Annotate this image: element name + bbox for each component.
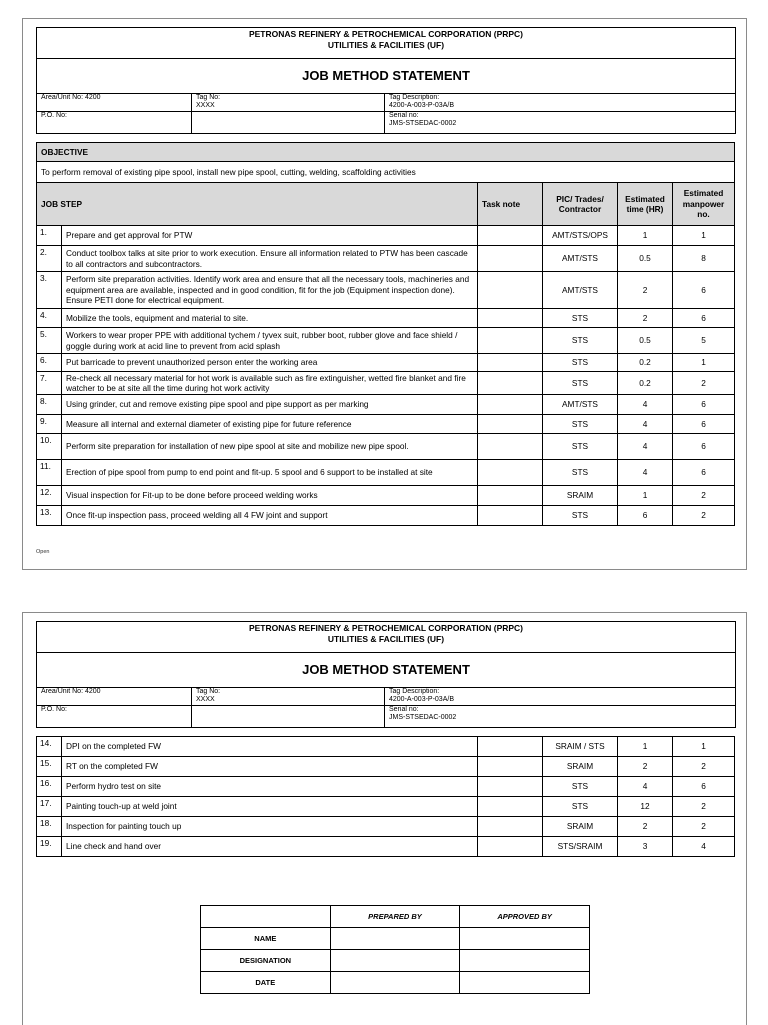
document-title: JOB METHOD STATEMENT <box>37 59 735 94</box>
step-pic: AMT/STS <box>543 395 618 415</box>
step-number: 5. <box>37 328 62 354</box>
step-number: 2. <box>37 246 62 272</box>
tag-no: Tag No: XXXX <box>192 688 385 706</box>
step-manpower: 6 <box>673 272 735 309</box>
area-unit: Area/Unit No: 4200 <box>37 688 192 706</box>
po-number: P.O. No: <box>37 706 192 727</box>
tag-description: Tag Description: 4200-A-003-P-03A/B <box>385 688 735 706</box>
document-header <box>36 27 736 134</box>
step-number: 7. <box>37 372 62 395</box>
step-pic: STS <box>543 797 618 817</box>
step-manpower: 2 <box>673 797 735 817</box>
step-task-note <box>478 395 543 415</box>
step-pic: SRAIM <box>543 817 618 837</box>
step-number: 11. <box>37 460 62 486</box>
step-number: 15. <box>37 757 62 777</box>
step-pic: STS <box>543 328 618 354</box>
step-number: 4. <box>37 309 62 328</box>
step-task-note <box>478 460 543 486</box>
step-task-note <box>478 354 543 372</box>
step-number: 10. <box>37 434 62 460</box>
step-time: 0.5 <box>618 328 673 354</box>
step-time: 0.2 <box>618 372 673 395</box>
step-manpower: 2 <box>673 817 735 837</box>
step-pic: AMT/STS/OPS <box>543 226 618 246</box>
prepared-by-header: PREPARED BY <box>330 906 460 928</box>
signoff-row-name <box>201 928 590 950</box>
step-pic: AMT/STS <box>543 246 618 272</box>
job-step-row <box>37 737 735 757</box>
step-manpower: 1 <box>673 737 735 757</box>
step-time: 4 <box>618 777 673 797</box>
step-time: 6 <box>618 506 673 526</box>
step-time: 2 <box>618 757 673 777</box>
step-manpower: 6 <box>673 415 735 434</box>
step-time: 0.2 <box>618 354 673 372</box>
step-task-note <box>478 737 543 757</box>
step-manpower: 5 <box>673 328 735 354</box>
tag-description: Tag Description: 4200-A-003-P-03A/B <box>385 94 735 112</box>
area-unit: Area/Unit No: 4200 <box>37 94 192 112</box>
job-step-row <box>37 272 735 309</box>
step-time: 1 <box>618 226 673 246</box>
step-pic: STS <box>543 434 618 460</box>
job-step-row <box>37 506 735 526</box>
step-number: 9. <box>37 415 62 434</box>
step-manpower: 6 <box>673 395 735 415</box>
step-time: 2 <box>618 817 673 837</box>
po-number: P.O. No: <box>37 112 192 133</box>
job-step-row <box>37 757 735 777</box>
job-step-row <box>37 777 735 797</box>
step-task-note <box>478 272 543 309</box>
header-info-grid <box>37 94 735 133</box>
job-step-row <box>37 309 735 328</box>
step-task-note <box>478 777 543 797</box>
footer-classification: Open <box>36 549 50 555</box>
step-task-note <box>478 837 543 857</box>
step-number: 19. <box>37 837 62 857</box>
step-manpower: 2 <box>673 486 735 506</box>
step-manpower: 8 <box>673 246 735 272</box>
column-header-row <box>37 183 735 226</box>
step-description: Prepare and get approval for PTW <box>62 226 478 246</box>
step-task-note <box>478 226 543 246</box>
job-step-row <box>37 797 735 817</box>
step-description: Inspection for painting touch up <box>62 817 478 837</box>
step-description: DPI on the completed FW <box>62 737 478 757</box>
step-manpower: 6 <box>673 309 735 328</box>
step-time: 4 <box>618 460 673 486</box>
step-time: 12 <box>618 797 673 817</box>
job-steps-table <box>36 142 735 526</box>
job-step-row <box>37 354 735 372</box>
step-task-note <box>478 797 543 817</box>
step-description: Using grinder, cut and remove existing pipe spool and pipe support as per marking <box>62 395 478 415</box>
department-name: UTILITIES & FACILITIES (UF) <box>327 633 445 644</box>
job-step-row <box>37 837 735 857</box>
step-task-note <box>478 328 543 354</box>
signoff-row-date <box>201 972 590 994</box>
signoff-table <box>200 905 590 994</box>
step-time: 4 <box>618 415 673 434</box>
objective-text: To perform removal of existing pipe spool, install new pipe spool, cutting, welding, scaffolding activities <box>37 162 735 183</box>
step-number: 8. <box>37 395 62 415</box>
col-time: Estimated time (HR) <box>618 183 673 226</box>
approved-by-designation[interactable] <box>460 950 590 972</box>
step-pic: STS <box>543 777 618 797</box>
step-manpower: 2 <box>673 372 735 395</box>
step-task-note <box>478 246 543 272</box>
document-title: JOB METHOD STATEMENT <box>37 653 735 688</box>
step-task-note <box>478 309 543 328</box>
job-step-row <box>37 486 735 506</box>
step-number: 12. <box>37 486 62 506</box>
step-number: 17. <box>37 797 62 817</box>
step-pic: STS/SRAIM <box>543 837 618 857</box>
col-task-note: Task note <box>478 183 543 226</box>
job-steps-table-continued <box>36 736 735 857</box>
serial-number: Serial no: JMS-STSEDAC-0002 <box>389 112 457 127</box>
job-step-row <box>37 415 735 434</box>
job-step-row <box>37 817 735 837</box>
step-task-note <box>478 757 543 777</box>
step-task-note <box>478 486 543 506</box>
approved-by-header: APPROVED BY <box>460 906 590 928</box>
step-time: 1 <box>618 486 673 506</box>
company-name: PETRONAS REFINERY & PETROCHEMICAL CORPORATION (PRPC) <box>248 29 524 39</box>
step-pic: STS <box>543 372 618 395</box>
job-step-row <box>37 460 735 486</box>
department-name: UTILITIES & FACILITIES (UF) <box>327 39 445 50</box>
job-step-row <box>37 434 735 460</box>
objective-label: OBJECTIVE <box>37 143 735 162</box>
signoff-header-row <box>201 906 590 928</box>
step-manpower: 6 <box>673 777 735 797</box>
step-pic: STS <box>543 460 618 486</box>
step-description: Measure all internal and external diameter of existing pipe for future reference <box>62 415 478 434</box>
step-number: 14. <box>37 737 62 757</box>
po-number-value <box>192 706 385 727</box>
prepared-by-date[interactable] <box>330 972 460 994</box>
step-description: RT on the completed FW <box>62 757 478 777</box>
step-number: 18. <box>37 817 62 837</box>
step-time: 0.5 <box>618 246 673 272</box>
step-number: 13. <box>37 506 62 526</box>
step-pic: SRAIM <box>543 486 618 506</box>
step-number: 6. <box>37 354 62 372</box>
step-task-note <box>478 817 543 837</box>
step-manpower: 2 <box>673 506 735 526</box>
col-job-step: JOB STEP <box>37 183 478 226</box>
step-manpower: 4 <box>673 837 735 857</box>
prepared-by-designation[interactable] <box>330 950 460 972</box>
job-step-row <box>37 226 735 246</box>
step-time: 4 <box>618 434 673 460</box>
step-description: Perform hydro test on site <box>62 777 478 797</box>
header-organization <box>37 28 735 59</box>
step-pic: SRAIM <box>543 757 618 777</box>
step-time: 4 <box>618 395 673 415</box>
step-time: 2 <box>618 272 673 309</box>
step-pic: STS <box>543 415 618 434</box>
step-pic: STS <box>543 354 618 372</box>
job-step-row <box>37 395 735 415</box>
step-description: Visual inspection for Fit-up to be done before proceed welding works <box>62 486 478 506</box>
col-pic: PIC/ Trades/ Contractor <box>543 183 618 226</box>
header-info-grid <box>37 688 735 727</box>
step-time: 1 <box>618 737 673 757</box>
step-number: 16. <box>37 777 62 797</box>
prepared-by-name[interactable] <box>330 928 460 950</box>
col-manpower: Estimated manpower no. <box>673 183 735 226</box>
step-task-note <box>478 506 543 526</box>
step-manpower: 6 <box>673 460 735 486</box>
signoff-label-date: DATE <box>201 972 331 994</box>
step-description: Mobilize the tools, equipment and material to site. <box>62 309 478 328</box>
approved-by-date[interactable] <box>460 972 590 994</box>
step-number: 3. <box>37 272 62 309</box>
document-header <box>36 621 736 728</box>
tag-no: Tag No: XXXX <box>192 94 385 112</box>
step-description: Conduct toolbox talks at site prior to work execution. Ensure all information related to PTW has been cascade to all contractors and subcontractors. <box>62 246 478 272</box>
step-task-note <box>478 372 543 395</box>
step-description: Put barricade to prevent unauthorized person enter the working area <box>62 354 478 372</box>
objective-heading-row <box>37 143 735 162</box>
step-description: Painting touch-up at weld joint <box>62 797 478 817</box>
step-manpower: 6 <box>673 434 735 460</box>
job-step-row <box>37 328 735 354</box>
signoff-corner <box>201 906 331 928</box>
step-description: Re-check all necessary material for hot work is available such as fire extinguisher, wetted fire blanket and fire watcher to be at site all the time during hot work activity <box>62 372 478 395</box>
page-1 <box>22 18 747 570</box>
po-number-value <box>192 112 385 133</box>
step-description: Once fit-up inspection pass, proceed welding all 4 FW joint and support <box>62 506 478 526</box>
step-time: 2 <box>618 309 673 328</box>
step-description: Workers to wear proper PPE with additional tychem / tyvex suit, rubber boot, rubber glove and face shield / goggle during work at acid line to prevent from acid splash <box>62 328 478 354</box>
step-task-note <box>478 415 543 434</box>
step-manpower: 1 <box>673 226 735 246</box>
step-description: Perform site preparation activities. Identify work area and ensure that all the necessary tools, machineries and equipment area are available, inspected and in good condition, fit for the job (Equipment inspection done). Ensure PETI done for electrical equipment. <box>62 272 478 309</box>
header-organization <box>37 622 735 653</box>
step-number: 1. <box>37 226 62 246</box>
approved-by-name[interactable] <box>460 928 590 950</box>
step-description: Line check and hand over <box>62 837 478 857</box>
signoff-label-name: NAME <box>201 928 331 950</box>
step-manpower: 1 <box>673 354 735 372</box>
serial-number: Serial no: JMS-STSEDAC-0002 <box>389 706 457 721</box>
signoff-label-designation: DESIGNATION <box>201 950 331 972</box>
job-step-row <box>37 372 735 395</box>
step-task-note <box>478 434 543 460</box>
step-description: Perform site preparation for installation of new pipe spool at site and mobilize new pipe spool. <box>62 434 478 460</box>
step-pic: STS <box>543 309 618 328</box>
step-time: 3 <box>618 837 673 857</box>
step-manpower: 2 <box>673 757 735 777</box>
objective-text-row <box>37 162 735 183</box>
company-name: PETRONAS REFINERY & PETROCHEMICAL CORPORATION (PRPC) <box>248 623 524 633</box>
step-description: Erection of pipe spool from pump to end point and fit-up. 5 spool and 6 support to be installed at site <box>62 460 478 486</box>
step-pic: AMT/STS <box>543 272 618 309</box>
signoff-row-designation <box>201 950 590 972</box>
step-pic: STS <box>543 506 618 526</box>
step-pic: SRAIM / STS <box>543 737 618 757</box>
job-step-row <box>37 246 735 272</box>
